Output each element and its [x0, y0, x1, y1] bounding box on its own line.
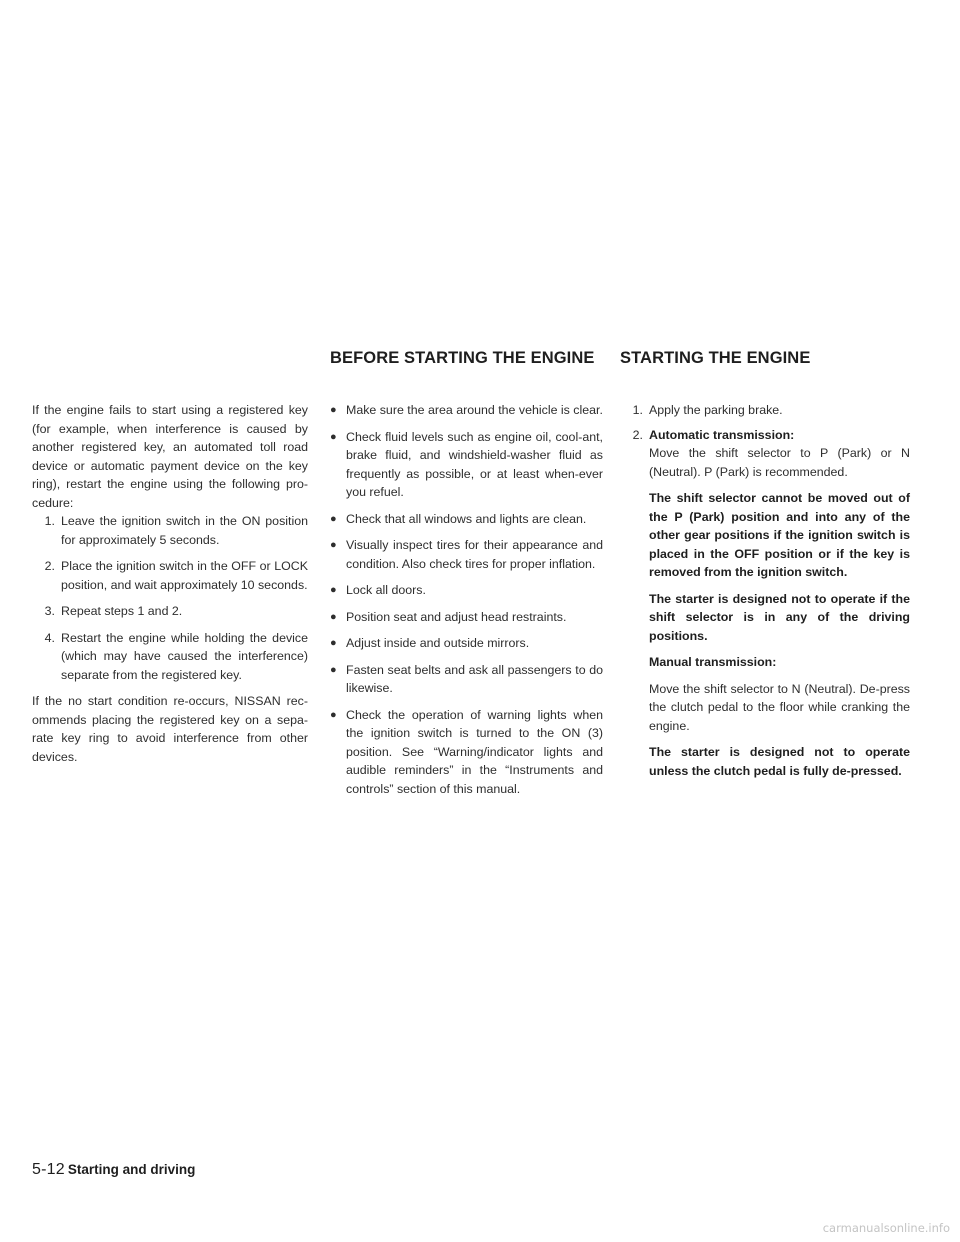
- restart-steps-list: [32, 512, 308, 684]
- bullet-icon: ●: [330, 610, 337, 623]
- bullet-text: Position seat and adjust head restraints.: [346, 609, 567, 624]
- step-text: Leave the ignition switch in the ON position for approximately 5 seconds.: [61, 514, 308, 547]
- bullet-icon: ●: [330, 584, 337, 596]
- watermark: carmanualsonline.info: [822, 1221, 950, 1235]
- list-item: [330, 536, 603, 573]
- intro-paragraph: If the engine fails to start using a registered key (for example, when interference is caused by another registered key, an automated toll road device or automatic payment device on the key ring), restart the engine using the following pro-cedure:: [32, 403, 308, 510]
- column-starting-engine: [620, 401, 910, 788]
- column-before-starting: [330, 401, 603, 806]
- list-item: [330, 581, 603, 600]
- bullet-text: Adjust inside and outside mirrors.: [346, 636, 530, 650]
- footer-section-title: Starting and driving: [67, 1162, 196, 1177]
- step-text: Apply the parking brake.: [649, 403, 783, 417]
- outro-paragraph: If the no start condition re-occurs, NISSAN rec-ommends placing the registered key on a sepa-rate key ring to avoid interference from other devices.: [32, 694, 308, 764]
- automatic-transmission-heading: Automatic transmission:: [649, 427, 795, 442]
- step-number: 3.: [44, 604, 55, 618]
- list-item: [330, 401, 603, 420]
- bullet-icon: ●: [330, 430, 337, 443]
- list-item: [330, 634, 603, 653]
- bullet-text: Visually inspect tires for their appearance and condition. Also check tires for proper inflation.: [346, 538, 603, 571]
- step-text: Repeat steps 1 and 2.: [61, 604, 183, 618]
- bullet-icon: ●: [330, 512, 337, 525]
- list-item: [330, 661, 603, 698]
- bullet-text: Lock all doors.: [346, 583, 426, 597]
- step-number: 4.: [44, 630, 55, 645]
- automatic-warning-1: The shift selector cannot be moved out of the P (Park) position and into any of the other gear positions if the ignition switch is placed in the OFF position or if the key is removed from the ignition switch.: [649, 491, 910, 579]
- heading-starting-engine: STARTING THE ENGINE: [620, 349, 811, 367]
- manual-transmission-heading: Manual transmission:: [649, 655, 777, 669]
- list-item: [32, 629, 308, 685]
- list-item: [330, 706, 603, 799]
- bullet-icon: ●: [330, 663, 337, 676]
- list-item: [330, 510, 603, 529]
- bullet-icon: ●: [330, 637, 337, 649]
- list-item: [32, 512, 308, 549]
- step-text: Restart the engine while holding the device (which may have caused the interference) separate from the registered key.: [61, 630, 308, 682]
- bullet-icon: ●: [330, 404, 337, 416]
- list-item: [330, 608, 603, 627]
- bullet-text: Check fluid levels such as engine oil, cool-ant, brake fluid, and windshield-washer fluid as frequently as possible, or at least when-ever you refuel.: [346, 429, 603, 499]
- manual-transmission-text: Move the shift selector to N (Neutral). De-press the clutch pedal to the floor while cranking the engine.: [649, 681, 910, 733]
- step-number: 1.: [632, 403, 643, 417]
- step-number: 1.: [44, 514, 55, 528]
- bullet-text: Make sure the area around the vehicle is clear.: [346, 403, 603, 417]
- automatic-warning-2: The starter is designed not to operate if the shift selector is in any of the driving positions.: [649, 591, 910, 643]
- page-number: 5-12: [32, 1161, 65, 1178]
- step-number: 2.: [632, 427, 643, 442]
- list-item: [620, 426, 910, 445]
- bullet-text: Check the operation of warning lights when the ignition switch is turned to the ON (3) position. See “Warning/indicator lights and audible reminders” in the “Instruments and controls” section of this manual.: [346, 707, 603, 796]
- bullet-text: Check that all windows and lights are clean.: [346, 511, 587, 526]
- list-item: [32, 557, 308, 594]
- list-item: [330, 428, 603, 502]
- bullet-text: Fasten seat belts and ask all passengers to do likewise.: [346, 662, 603, 695]
- list-item: [32, 602, 308, 621]
- manual-warning: The starter is designed not to operate unless the clutch pedal is fully de-pressed.: [649, 745, 910, 778]
- step-text: Place the ignition switch in the OFF or LOCK position, and wait approximately 10 seconds.: [61, 559, 308, 592]
- heading-before-starting: BEFORE STARTING THE ENGINE: [330, 349, 595, 367]
- step-number: 2.: [44, 559, 55, 573]
- column-restart-procedure: [32, 401, 308, 766]
- list-item: [620, 401, 910, 420]
- automatic-transmission-text: Move the shift selector to P (Park) or N (Neutral). P (Park) is recommended.: [649, 446, 910, 479]
- bullet-icon: ●: [330, 539, 337, 551]
- bullet-icon: ●: [330, 708, 337, 721]
- page-footer: [32, 1161, 195, 1179]
